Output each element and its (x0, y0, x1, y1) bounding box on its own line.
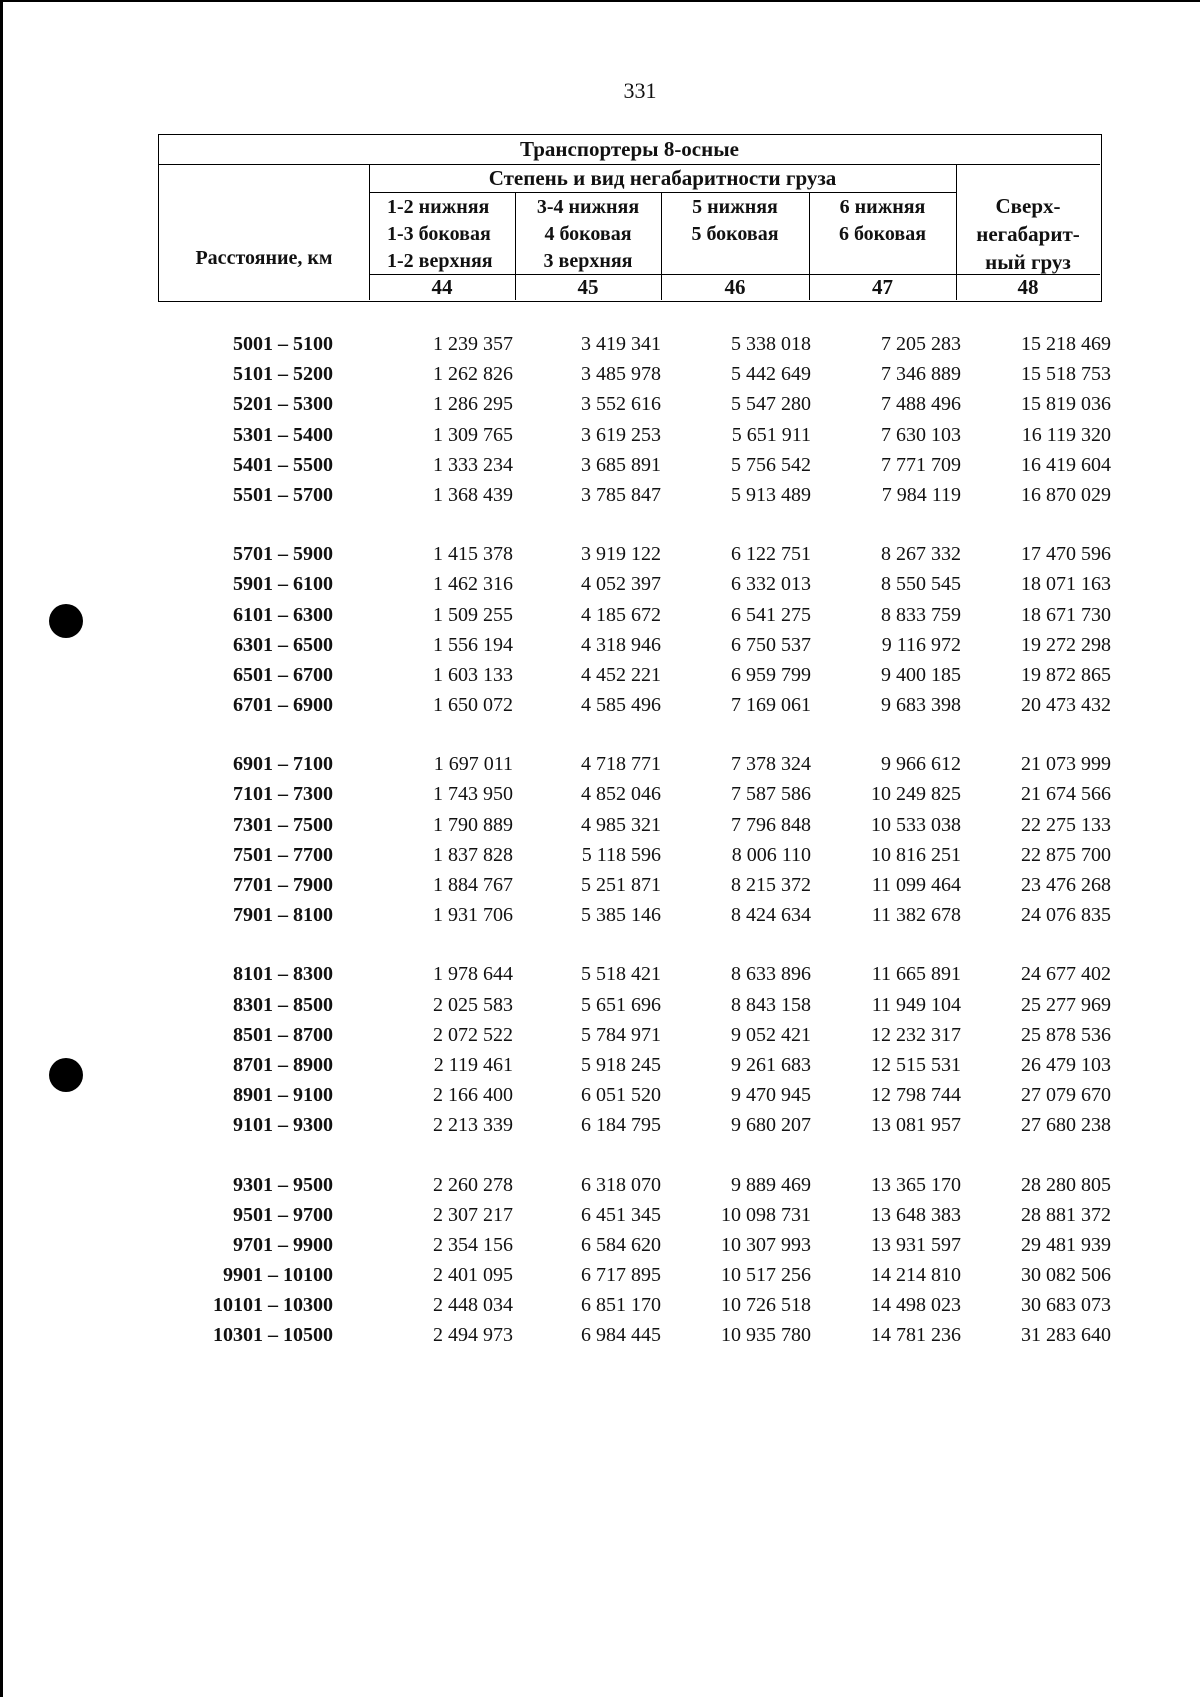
value-cell-col-46: 8 843 158 (731, 993, 811, 1016)
value-cell-col-44: 1 309 765 (433, 423, 513, 446)
table-row (158, 1233, 1111, 1264)
value-cell-col-47: 7 984 119 (881, 483, 961, 506)
column-number-47: 47 (872, 275, 893, 299)
value-cell-col-45: 5 118 596 (581, 843, 661, 866)
value-cell-col-48: 28 280 805 (1021, 1173, 1111, 1196)
value-cell-col-48: 30 683 073 (1021, 1294, 1111, 1317)
value-cell-col-45: 4 452 221 (581, 663, 661, 686)
value-cell-col-46: 10 935 780 (721, 1324, 811, 1347)
table-row (158, 904, 1111, 934)
value-cell-col-46: 7 587 586 (731, 783, 811, 806)
value-cell-col-46: 10 307 993 (721, 1233, 811, 1256)
value-cell-col-47: 13 931 597 (871, 1233, 961, 1256)
value-cell-col-46: 8 424 634 (731, 904, 811, 927)
value-cell-col-47: 9 966 612 (881, 753, 961, 776)
value-cell-col-45: 5 918 245 (581, 1053, 661, 1076)
table-row (158, 1084, 1111, 1114)
value-cell-col-48: 19 872 865 (1021, 663, 1111, 686)
value-cell-col-45: 5 251 871 (581, 874, 661, 896)
value-cell-col-45: 3 552 616 (581, 393, 661, 416)
value-cell-col-48: 21 073 999 (1021, 753, 1111, 776)
distance-range-cell: 5901 – 6100 (233, 573, 333, 596)
table-row (158, 333, 1111, 363)
value-cell-col-44: 1 462 316 (433, 573, 513, 596)
value-cell-col-44: 2 494 973 (433, 1324, 513, 1347)
value-cell-col-44: 2 448 034 (433, 1294, 513, 1317)
value-cell-col-45: 4 318 946 (581, 633, 661, 656)
value-cell-col-47: 14 781 236 (871, 1324, 961, 1347)
table-title: Транспортеры 8-осные (520, 137, 739, 161)
value-cell-col-47: 12 232 317 (871, 1023, 961, 1046)
distance-range-cell: 6501 – 6700 (233, 663, 333, 686)
distance-range-cell: 8901 – 9100 (233, 1084, 333, 1107)
column-header-44: 1-2 нижняя 1-3 боковая 1-2 верхняя (387, 196, 493, 272)
table-row (158, 963, 1111, 993)
value-cell-col-45: 4 585 496 (581, 694, 661, 717)
value-cell-col-47: 13 648 383 (871, 1203, 961, 1226)
value-cell-col-46: 9 052 421 (731, 1023, 811, 1046)
column-header-48: Сверх- негабарит- ный груз (976, 194, 1080, 274)
value-cell-col-45: 3 485 978 (581, 363, 661, 386)
table-row (158, 603, 1111, 634)
value-cell-col-45: 3 419 341 (581, 333, 661, 355)
value-cell-col-45: 4 185 672 (581, 603, 661, 626)
distance-range-cell: 8101 – 8300 (233, 963, 333, 986)
value-cell-col-48: 26 479 103 (1021, 1053, 1111, 1076)
distance-range-cell: 7901 – 8100 (233, 904, 333, 927)
value-cell-col-45: 6 184 795 (581, 1114, 661, 1137)
group-spacer (158, 934, 1102, 963)
value-cell-col-44: 1 262 826 (433, 363, 513, 386)
value-cell-col-46: 7 796 848 (731, 813, 811, 836)
distance-range-cell: 6901 – 7100 (233, 753, 333, 776)
distance-range-cell: 10301 – 10500 (213, 1324, 333, 1347)
value-cell-col-45: 4 852 046 (581, 783, 661, 806)
header-divider (369, 192, 956, 193)
value-cell-col-46: 8 215 372 (731, 874, 811, 896)
value-cell-col-46: 5 442 649 (731, 363, 811, 386)
distance-range-cell: 7301 – 7500 (233, 813, 333, 836)
value-cell-col-47: 7 488 496 (881, 393, 961, 416)
distance-range-cell: 5501 – 5700 (233, 483, 333, 506)
value-cell-col-47: 11 382 678 (871, 904, 961, 927)
table-row (158, 843, 1111, 874)
table-row (158, 1114, 1111, 1144)
value-cell-col-47: 12 798 744 (871, 1084, 961, 1107)
value-cell-col-48: 15 218 469 (1021, 333, 1111, 355)
table-row (158, 1294, 1111, 1324)
value-cell-col-45: 4 985 321 (581, 813, 661, 836)
value-cell-col-48: 16 119 320 (1021, 423, 1111, 446)
table-row (158, 753, 1111, 783)
value-cell-col-47: 10 816 251 (871, 843, 961, 866)
value-cell-col-44: 2 354 156 (433, 1233, 513, 1256)
value-cell-col-46: 10 098 731 (721, 1203, 811, 1226)
punch-hole-mark (49, 604, 83, 638)
value-cell-col-47: 11 665 891 (871, 963, 961, 986)
value-cell-col-45: 3 785 847 (581, 483, 661, 506)
value-cell-col-46: 10 517 256 (721, 1264, 811, 1287)
column-header-47: 6 нижняя 6 боковая (838, 196, 927, 245)
value-cell-col-44: 1 368 439 (433, 483, 513, 506)
value-cell-col-46: 7 169 061 (731, 694, 811, 717)
value-cell-col-48: 18 671 730 (1021, 603, 1111, 626)
distance-range-cell: 8301 – 8500 (233, 993, 333, 1016)
value-cell-col-48: 19 272 298 (1021, 633, 1111, 656)
column-number-44: 44 (431, 275, 453, 299)
value-cell-col-46: 5 547 280 (731, 393, 811, 416)
distance-range-cell: 8501 – 8700 (233, 1023, 333, 1046)
value-cell-col-44: 1 697 011 (433, 753, 513, 776)
table-row (158, 483, 1111, 514)
distance-range-cell: 5001 – 5100 (233, 333, 333, 355)
value-cell-col-47: 8 833 759 (881, 603, 961, 626)
distance-range-cell: 9701 – 9900 (233, 1233, 333, 1256)
page-number: 331 (623, 78, 657, 103)
table-row (158, 363, 1111, 393)
column-header-45: 3-4 нижняя 4 боковая 3 верхняя (536, 196, 640, 272)
value-cell-col-47: 7 771 709 (881, 453, 961, 476)
value-cell-col-44: 2 401 095 (433, 1264, 513, 1287)
value-cell-col-46: 6 122 751 (731, 543, 811, 566)
value-cell-col-47: 8 550 545 (881, 573, 961, 596)
value-cell-col-46: 5 651 911 (731, 423, 811, 446)
value-cell-col-44: 2 166 400 (433, 1084, 513, 1107)
value-cell-col-44: 1 790 889 (433, 813, 513, 836)
value-cell-col-46: 9 680 207 (731, 1114, 811, 1137)
table-row (158, 663, 1111, 694)
value-cell-col-46: 6 959 799 (731, 663, 811, 686)
value-cell-col-47: 10 249 825 (871, 783, 961, 806)
table-body (158, 333, 1111, 1355)
scan-border-left (0, 0, 3, 1697)
column-header-distance: Расстояние, км (195, 247, 333, 269)
value-cell-col-47: 14 214 810 (871, 1264, 961, 1287)
value-cell-col-45: 5 518 421 (581, 963, 661, 986)
value-cell-col-48: 24 076 835 (1021, 904, 1111, 927)
distance-range-cell: 6301 – 6500 (233, 633, 333, 656)
value-cell-col-48: 27 079 670 (1021, 1084, 1111, 1107)
value-cell-col-44: 1 509 255 (433, 603, 513, 626)
group-spacer (158, 514, 1102, 543)
value-cell-col-48: 16 870 029 (1021, 483, 1111, 506)
table-row (158, 783, 1111, 813)
value-cell-col-44: 2 072 522 (433, 1023, 513, 1046)
value-cell-col-46: 5 913 489 (731, 483, 811, 506)
value-cell-col-48: 24 677 402 (1021, 963, 1111, 986)
table-row (158, 393, 1111, 423)
value-cell-col-47: 14 498 023 (871, 1294, 961, 1317)
value-cell-col-47: 9 116 972 (881, 633, 961, 656)
value-cell-col-48: 25 277 969 (1021, 993, 1111, 1016)
column-number-46: 46 (724, 275, 746, 299)
table-row (158, 694, 1111, 724)
distance-range-cell: 9101 – 9300 (233, 1114, 333, 1137)
table-row (158, 1173, 1111, 1204)
value-cell-col-47: 13 081 957 (871, 1114, 961, 1137)
value-cell-col-45: 3 619 253 (581, 423, 661, 446)
group-spacer (158, 724, 1102, 753)
value-cell-col-45: 6 584 620 (581, 1233, 661, 1256)
value-cell-col-48: 15 518 753 (1021, 363, 1111, 386)
value-cell-col-46: 10 726 518 (721, 1294, 811, 1317)
value-cell-col-47: 9 683 398 (881, 694, 961, 717)
column-number-48: 48 (1017, 275, 1039, 299)
value-cell-col-47: 7 630 103 (881, 423, 961, 446)
value-cell-col-46: 6 541 275 (731, 603, 811, 626)
value-cell-col-48: 29 481 939 (1021, 1233, 1111, 1256)
value-cell-col-45: 6 984 445 (581, 1324, 661, 1347)
distance-range-cell: 10101 – 10300 (213, 1294, 333, 1317)
value-cell-col-44: 1 239 357 (433, 333, 513, 355)
distance-range-cell: 5701 – 5900 (233, 543, 333, 566)
value-cell-col-44: 2 307 217 (433, 1203, 513, 1226)
value-cell-col-46: 8 633 896 (731, 963, 811, 986)
distance-range-cell: 6101 – 6300 (233, 603, 333, 626)
value-cell-col-44: 1 333 234 (433, 453, 513, 476)
value-cell-col-45: 3 919 122 (581, 543, 661, 566)
value-cell-col-44: 1 415 378 (433, 543, 513, 566)
value-cell-col-44: 1 603 133 (433, 663, 513, 686)
distance-range-cell: 5401 – 5500 (233, 453, 333, 476)
table-row (158, 543, 1111, 573)
value-cell-col-47: 12 515 531 (871, 1053, 961, 1076)
distance-range-cell: 5301 – 5400 (233, 423, 333, 446)
value-cell-col-45: 6 051 520 (581, 1084, 661, 1107)
distance-range-cell: 7101 – 7300 (233, 783, 333, 806)
value-cell-col-45: 6 851 170 (581, 1294, 661, 1317)
value-cell-col-46: 9 470 945 (731, 1084, 811, 1107)
distance-range-cell: 9301 – 9500 (233, 1173, 333, 1196)
table-row (158, 1203, 1111, 1234)
table-row (158, 1023, 1111, 1054)
table-row (158, 573, 1111, 603)
value-cell-col-44: 2 260 278 (433, 1173, 513, 1196)
value-cell-col-48: 16 419 604 (1021, 453, 1111, 476)
value-cell-col-45: 4 052 397 (581, 573, 661, 596)
value-cell-col-48: 27 680 238 (1021, 1114, 1111, 1137)
value-cell-col-48: 28 881 372 (1021, 1203, 1111, 1226)
value-cell-col-45: 6 451 345 (581, 1203, 661, 1226)
value-cell-col-45: 6 717 895 (581, 1264, 661, 1287)
column-header-46: 5 нижняя 5 боковая (691, 196, 779, 245)
value-cell-col-46: 9 889 469 (731, 1173, 811, 1196)
value-cell-col-46: 5 756 542 (731, 453, 811, 476)
table-row (158, 1324, 1111, 1354)
value-cell-col-44: 1 884 767 (433, 874, 513, 896)
value-cell-col-44: 2 025 583 (433, 993, 513, 1016)
column-number-45: 45 (577, 275, 599, 299)
value-cell-col-45: 3 685 891 (581, 453, 661, 476)
value-cell-col-48: 23 476 268 (1021, 874, 1111, 896)
table-row (158, 633, 1111, 664)
value-cell-col-47: 8 267 332 (881, 543, 961, 566)
table-header (158, 134, 1102, 302)
value-cell-col-48: 30 082 506 (1021, 1264, 1111, 1287)
value-cell-col-44: 1 837 828 (433, 843, 513, 866)
table-row (158, 1053, 1111, 1084)
value-cell-col-48: 21 674 566 (1021, 783, 1111, 806)
table-row (158, 423, 1111, 454)
value-cell-col-47: 11 099 464 (871, 874, 961, 896)
scan-border-top (0, 0, 1200, 2)
value-cell-col-45: 5 385 146 (581, 904, 661, 927)
value-cell-col-48: 18 071 163 (1021, 573, 1111, 596)
punch-hole-mark (49, 1058, 83, 1092)
value-cell-col-45: 5 784 971 (581, 1023, 661, 1046)
value-cell-col-46: 6 332 013 (731, 573, 811, 596)
distance-range-cell: 5201 – 5300 (233, 393, 333, 416)
value-cell-col-44: 2 213 339 (433, 1114, 513, 1137)
value-cell-col-48: 15 819 036 (1021, 393, 1111, 416)
distance-range-cell: 8701 – 8900 (233, 1053, 333, 1076)
value-cell-col-45: 4 718 771 (581, 753, 661, 776)
value-cell-col-46: 6 750 537 (731, 633, 811, 656)
value-cell-col-48: 31 283 640 (1021, 1324, 1111, 1347)
value-cell-col-45: 5 651 696 (581, 993, 661, 1016)
value-cell-col-44: 1 556 194 (433, 633, 513, 656)
value-cell-col-48: 17 470 596 (1021, 543, 1111, 566)
value-cell-col-46: 8 006 110 (731, 843, 811, 866)
table-row (158, 993, 1111, 1024)
group-title: Степень и вид негабаритности груза (488, 166, 837, 190)
value-cell-col-45: 6 318 070 (581, 1173, 661, 1196)
value-cell-col-47: 7 205 283 (881, 333, 961, 355)
distance-range-cell: 5101 – 5200 (233, 363, 333, 386)
value-cell-col-47: 13 365 170 (871, 1173, 961, 1196)
table-row (158, 1264, 1111, 1294)
value-cell-col-44: 1 931 706 (433, 904, 513, 927)
distance-range-cell: 9901 – 10100 (223, 1264, 333, 1287)
value-cell-col-44: 1 650 072 (433, 694, 513, 717)
distance-range-cell: 6701 – 6900 (233, 694, 333, 717)
value-cell-col-48: 25 878 536 (1021, 1023, 1111, 1046)
distance-range-cell: 7501 – 7700 (233, 843, 333, 866)
value-cell-col-47: 11 949 104 (871, 993, 961, 1016)
value-cell-col-47: 9 400 185 (881, 663, 961, 686)
distance-range-cell: 7701 – 7900 (233, 874, 333, 896)
value-cell-col-48: 22 875 700 (1021, 843, 1111, 866)
value-cell-col-46: 7 378 324 (731, 753, 811, 776)
value-cell-col-47: 7 346 889 (881, 363, 961, 386)
value-cell-col-44: 1 286 295 (433, 393, 513, 416)
table-row (158, 813, 1111, 844)
group-spacer (158, 1145, 1102, 1174)
table-row (158, 874, 1111, 904)
table-row (158, 453, 1111, 484)
value-cell-col-44: 1 978 644 (433, 963, 513, 986)
value-cell-col-44: 2 119 461 (433, 1053, 513, 1076)
value-cell-col-48: 20 473 432 (1021, 694, 1111, 717)
value-cell-col-46: 9 261 683 (731, 1053, 811, 1076)
value-cell-col-47: 10 533 038 (871, 813, 961, 836)
value-cell-col-48: 22 275 133 (1021, 813, 1111, 836)
value-cell-col-44: 1 743 950 (433, 783, 513, 806)
distance-range-cell: 9501 – 9700 (233, 1203, 333, 1226)
value-cell-col-46: 5 338 018 (731, 333, 811, 355)
